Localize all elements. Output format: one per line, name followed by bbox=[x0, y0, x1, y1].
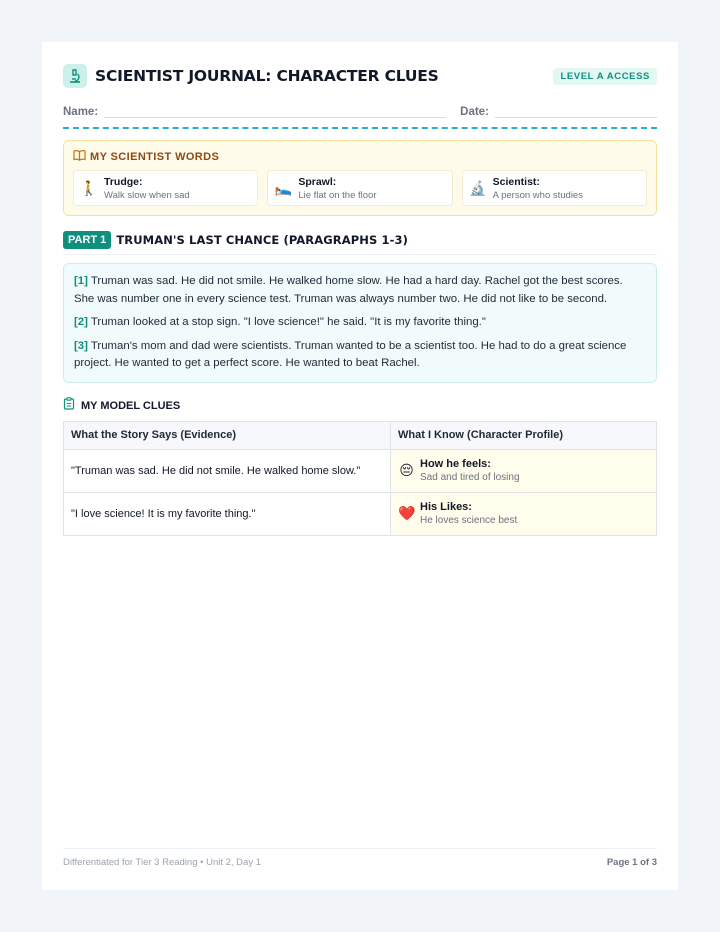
name-field[interactable] bbox=[104, 103, 446, 118]
date-field[interactable] bbox=[495, 103, 657, 118]
microscope-icon bbox=[63, 64, 87, 88]
paragraph-number: [3] bbox=[74, 339, 88, 352]
evidence-cell: "Truman was sad. He did not smile. He walked home slow." bbox=[64, 449, 391, 492]
vocab-title: MY SCIENTIST WORDS bbox=[90, 151, 220, 163]
vocab-word: Scientist: bbox=[492, 175, 540, 188]
paragraph-3 bbox=[74, 338, 646, 373]
vocab-cards bbox=[73, 170, 647, 206]
clipboard-icon bbox=[63, 397, 75, 415]
profile-value: Sad and tired of losing bbox=[420, 472, 520, 483]
book-icon bbox=[73, 148, 86, 166]
table-row bbox=[64, 449, 657, 492]
column-header-evidence: What the Story Says (Evidence) bbox=[64, 421, 391, 449]
vocab-definition: Walk slow when sad bbox=[104, 189, 190, 201]
profile-cell bbox=[391, 449, 657, 492]
reading-passage bbox=[63, 263, 657, 383]
sad-face-icon: 😔 bbox=[399, 462, 414, 478]
microscope-icon: 🔬 bbox=[468, 179, 487, 196]
table-header-row bbox=[64, 421, 657, 449]
part-badge: PART 1 bbox=[63, 231, 111, 249]
section-rule bbox=[63, 254, 657, 255]
date-label: Date: bbox=[460, 106, 489, 118]
profile-label: How he feels: bbox=[420, 458, 491, 470]
profile-cell bbox=[391, 492, 657, 535]
clues-heading bbox=[63, 398, 657, 414]
paragraph-text: Truman was sad. He did not smile. He walked home slow. He had a hard day. Rachel got the best scores. She was number one in every science test. Truman was always number two. He did not like to be second. bbox=[74, 275, 623, 305]
vocab-definition: Lie flat on the floor bbox=[298, 189, 377, 201]
part-heading bbox=[63, 231, 657, 249]
paragraph-text: Truman looked at a stop sign. "I love science!" he said. "It is my favorite thing." bbox=[90, 316, 486, 328]
page-footer bbox=[63, 848, 657, 868]
profile-label: His Likes: bbox=[420, 501, 472, 513]
evidence-cell: "I love science! It is my favorite thing." bbox=[64, 492, 391, 535]
paragraph-1 bbox=[74, 273, 646, 308]
profile-value: He loves science best bbox=[420, 515, 518, 526]
vocab-card-sprawl bbox=[267, 170, 452, 206]
clues-table bbox=[63, 421, 657, 536]
paragraph-number: [2] bbox=[74, 316, 88, 328]
paragraph-number: [1] bbox=[74, 275, 88, 287]
name-date-fields bbox=[63, 100, 657, 118]
vocab-card-scientist bbox=[462, 170, 647, 206]
name-label: Name: bbox=[63, 106, 99, 118]
paragraph-text: Truman's mom and dad were scientists. Truman wanted to be a scientist too. He had to do a great science project. He wanted to get a perfect score. He wanted to beat Rachel. bbox=[74, 339, 627, 369]
vocab-definition: A person who studies bbox=[492, 189, 583, 201]
vocab-box bbox=[63, 140, 657, 216]
vocab-word: Sprawl: bbox=[298, 175, 337, 188]
clues-title: MY MODEL CLUES bbox=[81, 399, 181, 412]
vocab-card-trudge bbox=[73, 170, 258, 206]
vocab-word: Trudge: bbox=[104, 175, 143, 188]
worksheet-header bbox=[63, 64, 657, 88]
column-header-profile: What I Know (Character Profile) bbox=[391, 421, 657, 449]
table-row bbox=[64, 492, 657, 535]
worksheet-page bbox=[42, 42, 678, 890]
dashed-divider bbox=[63, 127, 657, 129]
bed-icon: 🛌 bbox=[274, 179, 293, 196]
part-title: TRUMAN'S LAST CHANCE (PARAGRAPHS 1-3) bbox=[116, 233, 408, 247]
level-badge: LEVEL A ACCESS bbox=[553, 68, 657, 85]
heart-icon: ❤️ bbox=[398, 505, 416, 521]
page-title: SCIENTIST JOURNAL: CHARACTER CLUES bbox=[95, 67, 439, 85]
paragraph-2 bbox=[74, 314, 646, 332]
page-number: Page 1 of 3 bbox=[606, 857, 657, 868]
walking-person-icon: 🚶 bbox=[80, 179, 98, 196]
footer-note: Differentiated for Tier 3 Reading • Unit 2, Day 1 bbox=[63, 857, 262, 868]
